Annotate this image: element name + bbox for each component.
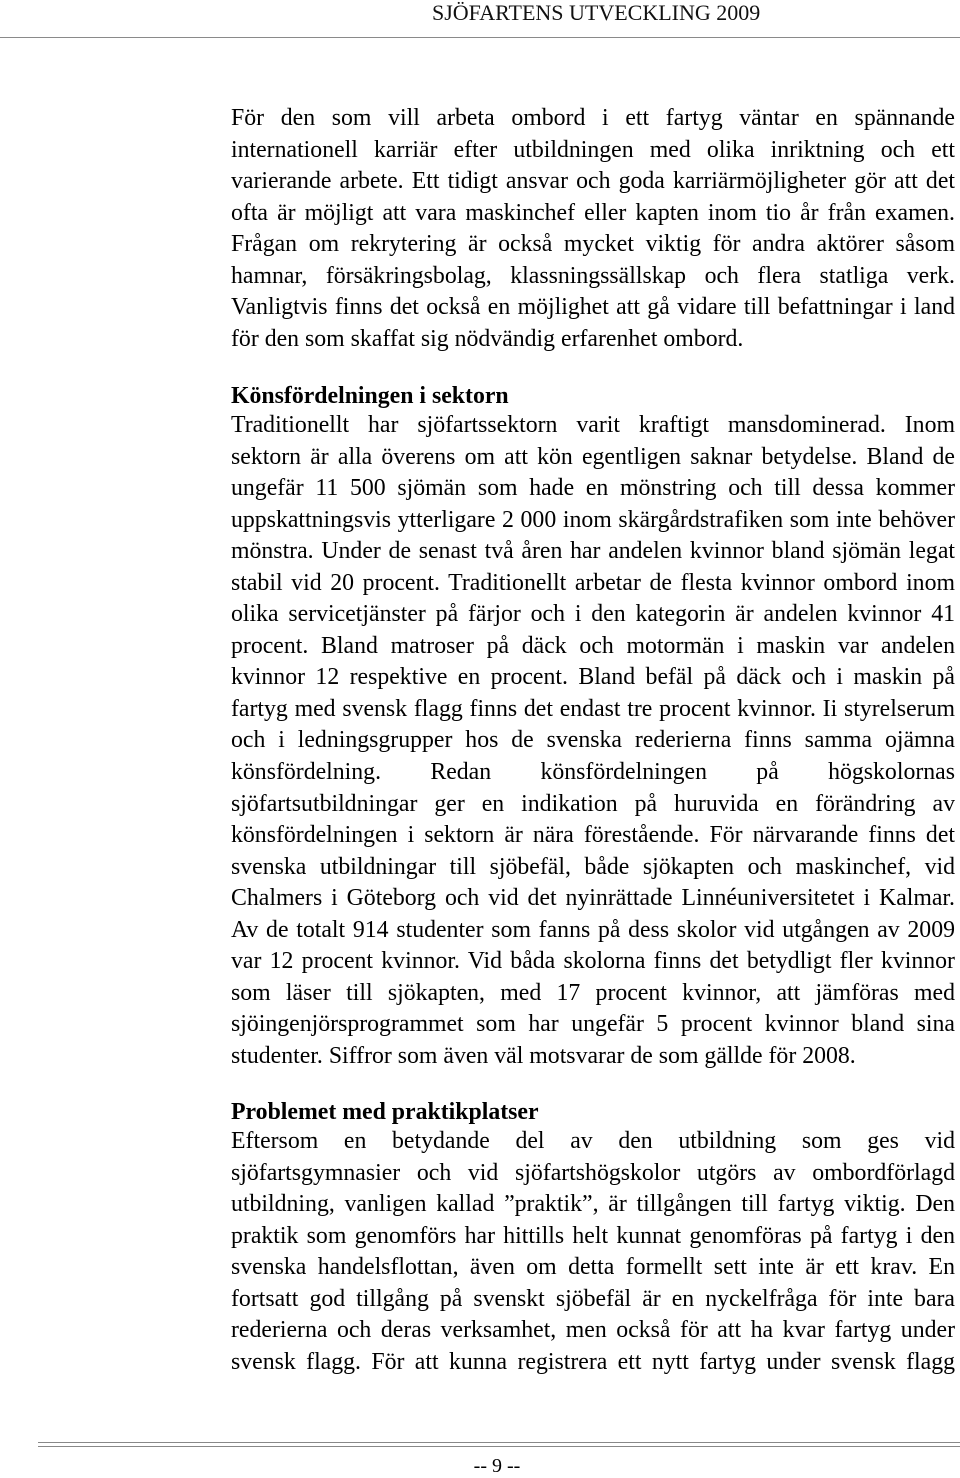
text-line: utbildning, vanligen kallad ”praktik”, är tillgången till fartyg viktig. Den [231,1191,955,1218]
section-heading-internship: Problemet med praktikplatser [231,1099,539,1125]
text-line: sjöfartsgymnasier och vid sjöfartshögskolor utgörs av ombordförlagd [231,1159,955,1186]
text-line: internationell karriär efter utbildningen med olika inriktning och ett [231,136,955,163]
text-line: kvinnor 12 respektive en procent. Bland befäl på däck och i maskin på [231,664,955,691]
text-line: Chalmers i Göteborg och vid det nyinrättade Linnéuniversitetet i Kalmar. [231,885,955,912]
header-rule [0,37,960,38]
text-line: könsfördelningen i sektorn är nära förestående. För närvarande finns det [231,822,955,849]
text-line: var 12 procent kvinnor. Vid båda skolorna finns det betydligt fler kvinnor [231,948,955,975]
text-line: ofta är möjligt att vara maskinchef eller kapten inom tio år från examen. [231,199,955,226]
text-line: varierande arbete. Ett tidigt ansvar och goda karriärmöjligheter gör att det [231,168,955,195]
text-line: Av de totalt 914 studenter som fanns på dess skolor vid utgången av 2009 [231,916,955,943]
text-line: praktik som genomförs har hittills helt kunnat genomföras på fartyg i den [231,1222,955,1249]
text-line: ungefär 11 500 sjömän som hade en mönstring och till dessa kommer [231,475,955,502]
intro-paragraph [231,103,955,355]
text-line: Vanligtvis finns det också en möjlighet att gå vidare till befattningar i land [231,294,955,321]
text-line: för den som skaffat sig nödvändig erfarenhet ombord. [231,325,744,352]
text-line: svensk flagg. För att kunna registrera ett nytt fartyg under svensk flagg [231,1348,955,1375]
text-line: fartyg med svensk flagg finns det endast tre procent kvinnor. Ii styrelserum [231,695,955,722]
text-line: som läser till sjökapten, med 17 procent kvinnor, att jämföras med [231,979,955,1006]
text-line: studenter. Siffror som även väl motsvarar de som gällde för 2008. [231,1042,856,1069]
text-line: Traditionellt har sjöfartssektorn varit kraftigt mansdominerad. Inom [231,412,955,438]
gender-paragraph [231,410,955,1072]
text-line: olika servicetjänster på färjor och i den kategorin är andelen kvinnor 41 [231,601,955,628]
text-line: uppskattningsvis ytterligare 2 000 inom skärgårdstrafiken som inte behöver [231,506,955,533]
page-number: -- 9 -- [473,1455,521,1477]
text-line: stabil vid 20 procent. Traditionellt arbetar de flesta kvinnor ombord inom [231,569,955,596]
text-line: fortsatt god tillgång på svenskt sjöbefäl är en nyckelfråga för inte bara [231,1285,955,1312]
text-line: sjöfartsutbildningar ger en indikation på huruvida en förändring av [231,790,955,817]
running-header: SJÖFARTENS UTVECKLING 2009 [432,0,761,25]
text-line: För den som vill arbeta ombord i ett fartyg väntar en spännande [231,105,955,131]
text-line: mönstra. Under de senast två åren har andelen kvinnor bland sjömän legat [231,538,955,565]
text-line: Frågan om rekrytering är också mycket viktig för andra aktörer såsom [231,231,955,258]
text-line: och i ledningsgrupper hos de svenska rederierna finns samma ojämna [231,727,955,754]
text-line: sektorn är alla överens om att kön egentligen saknar betydelse. Bland de [231,443,955,470]
text-line: rederierna och deras verksamhet, men också för att ha kvar fartyg under [231,1317,955,1344]
text-line: Eftersom en betydande del av den utbildning som ges vid [231,1128,955,1154]
text-line: könsfördelning. Redan könsfördelningen på högskolornas [231,759,955,786]
text-line: svenska utbildningar till sjöbefäl, både sjökapten och maskinchef, vid [231,853,955,880]
text-line: svenska handelsflottan, även om detta formellt sett inte är ett krav. En [231,1254,955,1281]
text-line: procent. Bland matroser på däck och motormän i maskin var andelen [231,632,955,659]
text-line: hamnar, försäkringsbolag, klassningssällskap och flera statliga verk. [231,262,955,289]
footer-rule [38,1442,960,1447]
text-line: sjöingenjörsprogrammet som har ungefär 5 procent kvinnor bland sina [231,1011,955,1038]
section-heading-gender: Könsfördelningen i sektorn [231,383,509,409]
internship-paragraph [231,1126,955,1378]
